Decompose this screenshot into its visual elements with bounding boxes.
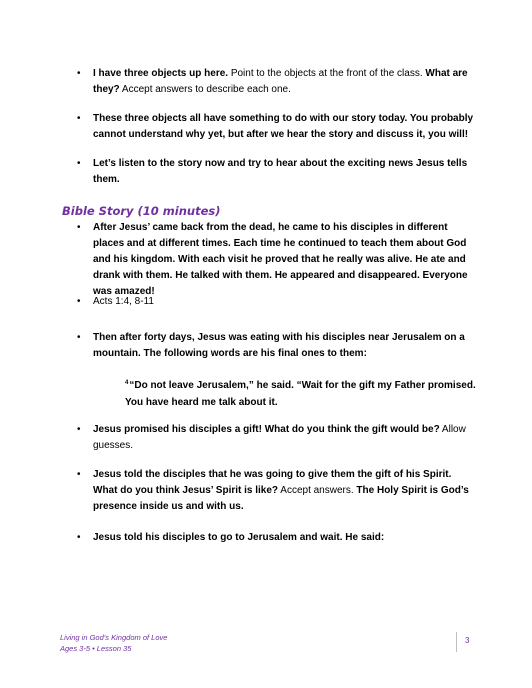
bold-text: The Holy Spirit is God’s presence inside us and with us.	[93, 485, 469, 512]
bullet-story-intro	[93, 220, 478, 300]
bullet-reference	[93, 294, 478, 310]
bullet-spirit	[93, 467, 478, 515]
page-number: 3	[465, 636, 470, 645]
bold-text: Jesus promised his disciples a gift! What do you think the gift would be?	[93, 424, 440, 435]
bold-text: I have three objects up here.	[93, 68, 229, 79]
normal-text: Accept answers.	[278, 485, 357, 496]
quote-text: “Do not leave Jerusalem,” he said. “Wait for the gift my Father promised. You have heard me talk about it.	[125, 380, 476, 408]
bullet-gift	[93, 422, 478, 454]
footer-lesson: Ages 3-5 • Lesson 35	[60, 644, 132, 653]
bullet-connection	[93, 111, 478, 143]
bullet-forty-days	[93, 330, 478, 362]
bold-text: These three objects all have something to do with our story today. You probably cannot understand why yet, but after we hear the story and discuss it, you will!	[93, 113, 474, 140]
footer	[60, 632, 167, 654]
scripture-quote	[125, 375, 485, 411]
bold-text: Jesus told his disciples to go to Jerusalem and wait. He said:	[93, 532, 385, 543]
footer-divider	[456, 632, 457, 652]
normal-text: Accept answers to describe each one.	[119, 84, 291, 95]
bold-text: What are they?	[93, 68, 468, 95]
normal-text: Allow guesses.	[93, 424, 466, 451]
bullet-listen	[93, 156, 478, 188]
bold-text: Let’s listen to the story now and try to hear about the exciting news Jesus tells them.	[93, 158, 468, 185]
bold-text: After Jesus’ came back from the dead, he came to his disciples in different places and at different times. Each time he continued to teach them about God and his kingdom. With each visit he proved that he really was alive. He ate and drank with them. He talked with them. He appeared and disappeared. Everyone was amazed!	[93, 222, 468, 297]
bullet-objects	[93, 66, 478, 98]
bold-text: Then after forty days, Jesus was eating with his disciples near Jerusalem on a mountain. The following words are his final ones to them:	[93, 332, 465, 359]
footer-title: Living in God’s Kingdom of Love	[60, 633, 168, 642]
bold-text: Jesus told the disciples that he was going to give them the gift of his Spirit. What do you think Jesus’ Spirit is like?	[93, 469, 452, 496]
normal-text: Point to the objects at the front of the class.	[228, 68, 426, 79]
scripture-reference: Acts 1:4, 8-11	[93, 296, 154, 307]
section-heading: Bible Story (10 minutes)	[62, 204, 221, 218]
bullet-wait	[93, 530, 478, 546]
verse-number: 4	[125, 380, 129, 386]
